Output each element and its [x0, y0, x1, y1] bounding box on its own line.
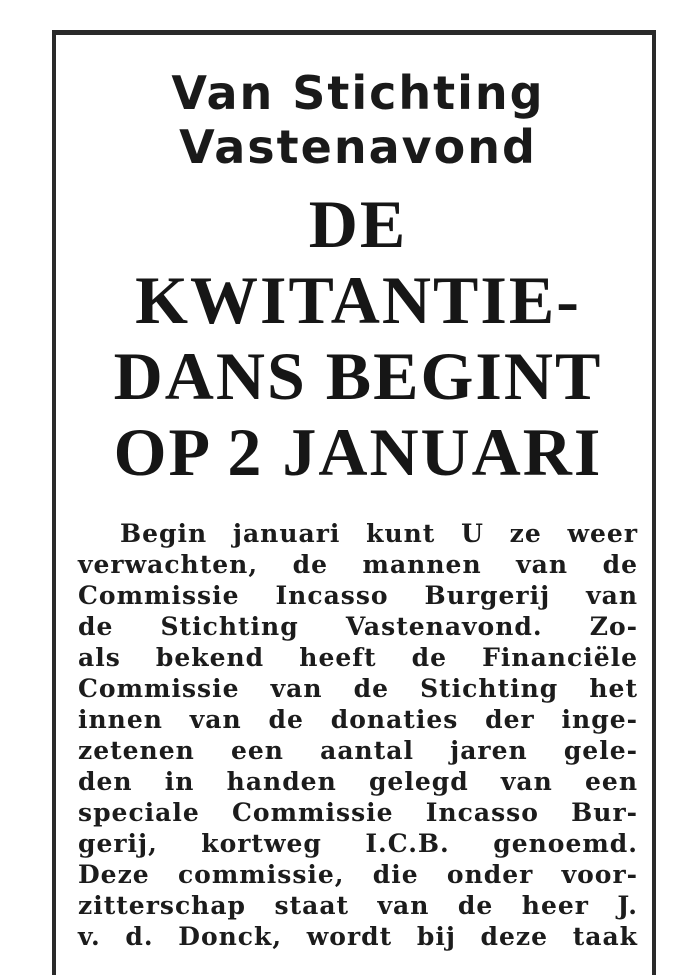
headline-line: DE KWITANTIE- [135, 186, 581, 338]
body-line: Deze commissie, die onder voor- [78, 860, 638, 889]
right-column-rule [652, 30, 656, 975]
body-line: verwachten, de mannen van de [78, 550, 638, 579]
body-line: speciale Commissie Incasso Bur- [78, 798, 638, 827]
left-column-rule [52, 30, 56, 975]
body-line: Begin januari kunt U ze weer [120, 519, 638, 548]
newspaper-article [78, 40, 638, 952]
body-line: de Stichting Vastenavond. Zo- [78, 612, 638, 641]
article-headline [78, 186, 638, 490]
body-line: innen van de donaties der inge- [78, 705, 638, 734]
headline-line: OP 2 JANUARI [113, 414, 603, 490]
kicker-line: Van Stichting [171, 66, 545, 120]
body-line: als bekend heeft de Financiële [78, 643, 638, 672]
article-kicker [78, 66, 638, 174]
body-line: v. d. Donck, wordt bij deze taak [78, 922, 638, 951]
kicker-line: Vastenavond [179, 120, 537, 174]
top-border-rule [52, 30, 656, 35]
body-line: gerij, kortweg I.C.B. genoemd. [78, 829, 638, 858]
body-line: den in handen gelegd van een [78, 767, 638, 796]
headline-line: DANS BEGINT [113, 338, 603, 414]
article-body [78, 518, 638, 952]
body-line: Commissie Incasso Burgerij van [78, 581, 638, 610]
body-line: Commissie van de Stichting het [78, 674, 638, 703]
body-line: zitterschap staat van de heer J. [78, 891, 638, 920]
body-line: zetenen een aantal jaren gele- [78, 736, 638, 765]
